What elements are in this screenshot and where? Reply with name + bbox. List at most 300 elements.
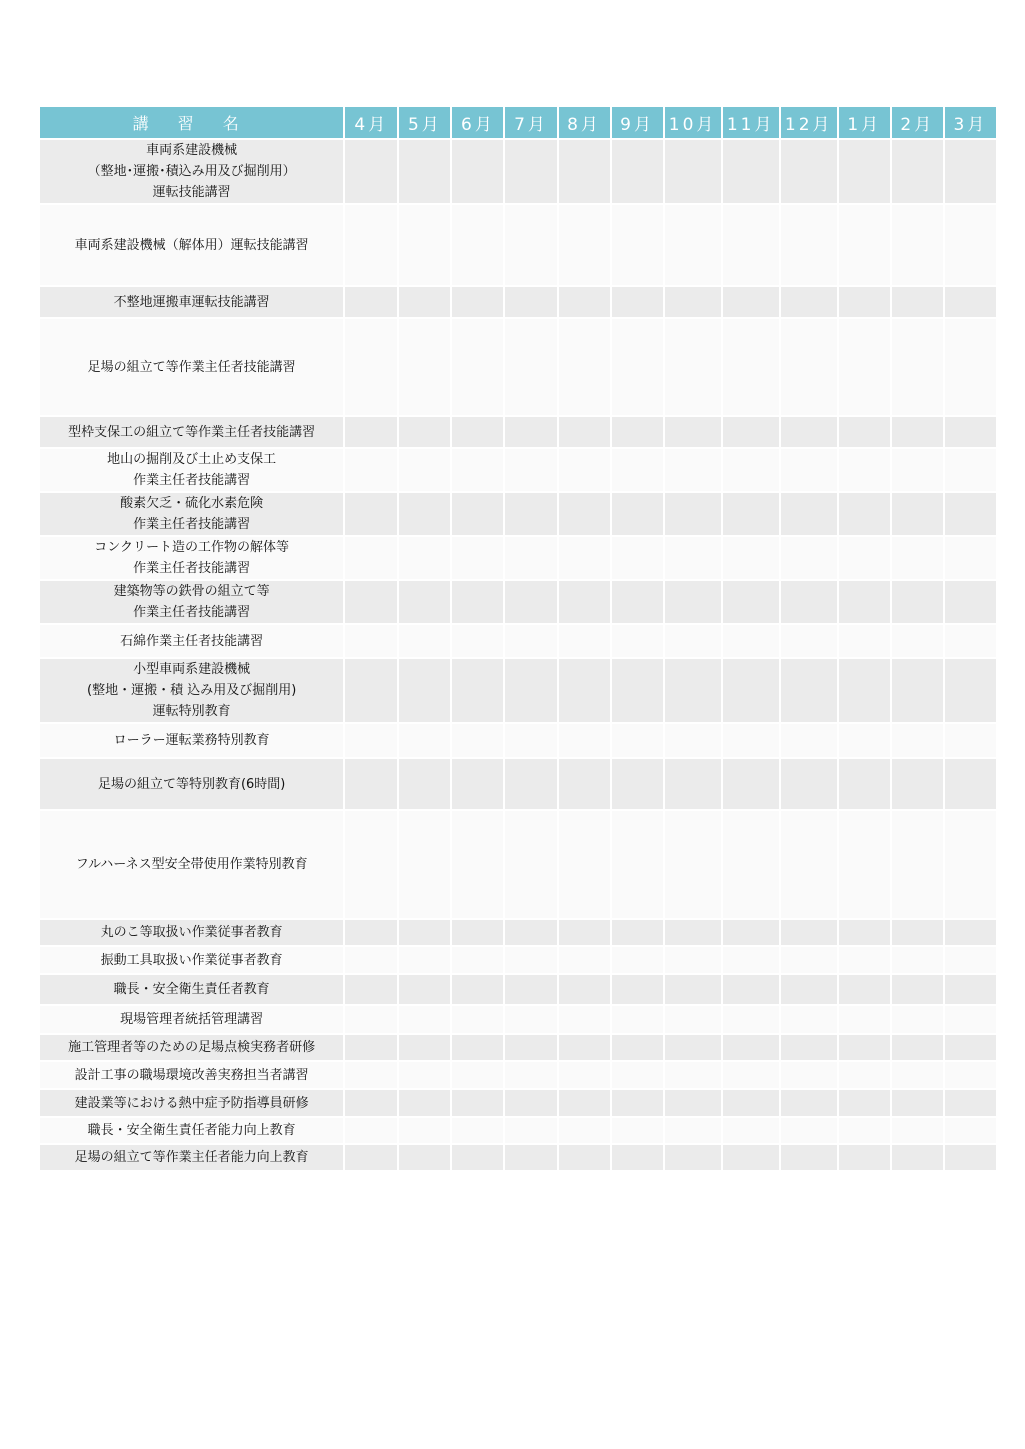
month-cell xyxy=(345,759,397,811)
month-cell xyxy=(723,1090,779,1118)
month-cell xyxy=(945,1062,996,1090)
course-rows xyxy=(40,140,996,1172)
course-name-cell: 建築物等の鉄骨の組立て等 作業主任者技能講習 xyxy=(40,581,343,625)
month-cell xyxy=(781,1062,837,1090)
month-cell xyxy=(781,625,837,659)
month-cell xyxy=(892,1062,943,1090)
course-name-cell: 足場の組立て等特別教育(6時間) xyxy=(40,759,343,811)
month-cell xyxy=(452,537,503,581)
month-cell xyxy=(781,1145,837,1172)
month-cell xyxy=(505,1035,556,1062)
course-name-cell: 地山の掘削及び土止め支保工 作業主任者技能講習 xyxy=(40,449,343,493)
month-cell xyxy=(839,205,890,287)
table-row xyxy=(40,975,996,1006)
month-cell xyxy=(839,287,890,319)
month-cell xyxy=(505,625,556,659)
course-name-header: 講 習 名 xyxy=(40,107,343,140)
table-row xyxy=(40,947,996,975)
month-cell xyxy=(665,449,721,493)
month-cell xyxy=(665,625,721,659)
course-name-cell: 車両系建設機械 （整地･運搬･積込み用及び掘削用） 運転技能講習 xyxy=(40,140,343,205)
month-cell xyxy=(612,449,663,493)
month-cell xyxy=(839,1118,890,1145)
month-cell xyxy=(839,1006,890,1035)
month-cell xyxy=(839,140,890,205)
month-cell xyxy=(452,1062,503,1090)
month-cell xyxy=(892,625,943,659)
month-cell xyxy=(781,1006,837,1035)
month-cell xyxy=(345,975,397,1006)
month-header-may: 5月 xyxy=(399,107,450,140)
month-cell xyxy=(345,449,397,493)
month-cell xyxy=(559,417,610,449)
month-cell xyxy=(345,1090,397,1118)
month-cell xyxy=(452,724,503,759)
month-cell xyxy=(612,659,663,724)
month-cell xyxy=(399,287,450,319)
month-cell xyxy=(723,625,779,659)
table-row xyxy=(40,449,996,493)
month-cell xyxy=(399,659,450,724)
month-cell xyxy=(892,975,943,1006)
month-cell xyxy=(612,1145,663,1172)
month-cell xyxy=(452,975,503,1006)
month-cell xyxy=(665,759,721,811)
month-cell xyxy=(452,417,503,449)
table-row xyxy=(40,1035,996,1062)
month-cell xyxy=(505,417,556,449)
month-cell xyxy=(723,920,779,947)
month-cell xyxy=(452,1145,503,1172)
month-cell xyxy=(892,1006,943,1035)
month-cell xyxy=(345,625,397,659)
month-cell xyxy=(723,581,779,625)
month-cell xyxy=(839,417,890,449)
month-cell xyxy=(781,1118,837,1145)
month-cell xyxy=(781,724,837,759)
month-cell xyxy=(505,659,556,724)
month-cell xyxy=(665,1006,721,1035)
table-row xyxy=(40,1062,996,1090)
month-cell xyxy=(723,205,779,287)
month-cell xyxy=(399,140,450,205)
month-cell xyxy=(781,759,837,811)
month-cell xyxy=(345,581,397,625)
month-cell xyxy=(345,1035,397,1062)
month-cell xyxy=(505,140,556,205)
month-cell xyxy=(505,1062,556,1090)
month-cell xyxy=(892,1118,943,1145)
month-cell xyxy=(723,1006,779,1035)
month-cell xyxy=(345,659,397,724)
month-cell xyxy=(892,449,943,493)
table-row xyxy=(40,1118,996,1145)
month-cell xyxy=(723,724,779,759)
course-name-cell: 建設業等における熱中症予防指導員研修 xyxy=(40,1090,343,1118)
month-cell xyxy=(452,920,503,947)
month-cell xyxy=(452,1035,503,1062)
table-row xyxy=(40,493,996,537)
month-cell xyxy=(559,920,610,947)
month-cell xyxy=(839,449,890,493)
month-cell xyxy=(839,319,890,417)
course-name-cell: フルハーネス型安全帯使用作業特別教育 xyxy=(40,811,343,920)
month-cell xyxy=(945,659,996,724)
month-header-nov: 11月 xyxy=(723,107,779,140)
month-cell xyxy=(505,920,556,947)
month-cell xyxy=(723,493,779,537)
month-cell xyxy=(781,1035,837,1062)
month-cell xyxy=(345,287,397,319)
month-cell xyxy=(559,319,610,417)
month-cell xyxy=(665,493,721,537)
month-cell xyxy=(559,724,610,759)
month-cell xyxy=(892,493,943,537)
month-cell xyxy=(452,759,503,811)
month-header-apr: 4月 xyxy=(345,107,397,140)
month-cell xyxy=(399,625,450,659)
month-cell xyxy=(723,659,779,724)
course-name-cell: 職長・安全衛生責任者能力向上教育 xyxy=(40,1118,343,1145)
header-row xyxy=(40,107,996,140)
month-cell xyxy=(559,449,610,493)
month-cell xyxy=(399,724,450,759)
month-cell xyxy=(892,205,943,287)
month-cell xyxy=(945,1090,996,1118)
month-cell xyxy=(452,811,503,920)
training-schedule-table xyxy=(38,107,998,1172)
month-cell xyxy=(345,140,397,205)
month-cell xyxy=(781,319,837,417)
month-cell xyxy=(665,205,721,287)
table-row xyxy=(40,319,996,417)
month-cell xyxy=(399,319,450,417)
month-cell xyxy=(945,417,996,449)
month-cell xyxy=(665,1145,721,1172)
month-cell xyxy=(781,811,837,920)
month-cell xyxy=(559,1118,610,1145)
month-cell xyxy=(781,920,837,947)
month-cell xyxy=(452,319,503,417)
month-cell xyxy=(345,319,397,417)
month-cell xyxy=(399,920,450,947)
month-cell xyxy=(612,1090,663,1118)
month-header-aug: 8月 xyxy=(559,107,610,140)
table-row xyxy=(40,920,996,947)
course-name-cell: 車両系建設機械（解体用）運転技能講習 xyxy=(40,205,343,287)
month-cell xyxy=(505,1145,556,1172)
month-cell xyxy=(723,975,779,1006)
month-cell xyxy=(892,920,943,947)
month-cell xyxy=(505,811,556,920)
month-cell xyxy=(665,319,721,417)
month-cell xyxy=(892,1035,943,1062)
month-cell xyxy=(665,659,721,724)
course-name-cell: 足場の組立て等作業主任者技能講習 xyxy=(40,319,343,417)
month-cell xyxy=(612,537,663,581)
month-cell xyxy=(345,1062,397,1090)
month-cell xyxy=(723,1145,779,1172)
month-cell xyxy=(781,581,837,625)
month-cell xyxy=(723,449,779,493)
table-row xyxy=(40,417,996,449)
course-name-cell: 丸のこ等取扱い作業従事者教育 xyxy=(40,920,343,947)
month-cell xyxy=(612,1006,663,1035)
month-cell xyxy=(839,759,890,811)
month-cell xyxy=(945,724,996,759)
month-cell xyxy=(945,947,996,975)
month-cell xyxy=(612,920,663,947)
table-row xyxy=(40,759,996,811)
month-cell xyxy=(612,1035,663,1062)
course-name-cell: ローラー運転業務特別教育 xyxy=(40,724,343,759)
course-name-cell: 足場の組立て等作業主任者能力向上教育 xyxy=(40,1145,343,1172)
month-cell xyxy=(945,1035,996,1062)
month-cell xyxy=(559,493,610,537)
month-cell xyxy=(945,205,996,287)
month-cell xyxy=(559,759,610,811)
month-cell xyxy=(559,287,610,319)
month-header-oct: 10月 xyxy=(665,107,721,140)
month-cell xyxy=(945,493,996,537)
month-cell xyxy=(723,811,779,920)
month-cell xyxy=(665,140,721,205)
month-cell xyxy=(505,1090,556,1118)
month-cell xyxy=(505,759,556,811)
course-name-cell: 設計工事の職場環境改善実務担当者講習 xyxy=(40,1062,343,1090)
month-cell xyxy=(452,581,503,625)
month-header-feb: 2月 xyxy=(892,107,943,140)
month-cell xyxy=(345,493,397,537)
month-cell xyxy=(945,449,996,493)
month-cell xyxy=(945,811,996,920)
course-name-cell: 型枠支保工の組立て等作業主任者技能講習 xyxy=(40,417,343,449)
month-cell xyxy=(559,205,610,287)
month-cell xyxy=(612,975,663,1006)
month-cell xyxy=(665,287,721,319)
month-cell xyxy=(505,493,556,537)
month-cell xyxy=(505,947,556,975)
month-cell xyxy=(399,1035,450,1062)
month-cell xyxy=(723,947,779,975)
month-cell xyxy=(945,319,996,417)
month-cell xyxy=(781,659,837,724)
month-cell xyxy=(781,537,837,581)
month-cell xyxy=(399,581,450,625)
month-cell xyxy=(781,947,837,975)
month-cell xyxy=(399,1145,450,1172)
month-cell xyxy=(945,1145,996,1172)
month-cell xyxy=(612,287,663,319)
month-cell xyxy=(399,811,450,920)
course-name-cell: 石綿作業主任者技能講習 xyxy=(40,625,343,659)
course-name-cell: 不整地運搬車運転技能講習 xyxy=(40,287,343,319)
table-row xyxy=(40,1145,996,1172)
month-cell xyxy=(839,493,890,537)
month-cell xyxy=(945,537,996,581)
month-cell xyxy=(399,1090,450,1118)
month-cell xyxy=(892,947,943,975)
month-cell xyxy=(945,287,996,319)
month-cell xyxy=(399,975,450,1006)
month-cell xyxy=(559,947,610,975)
month-cell xyxy=(452,205,503,287)
month-cell xyxy=(839,947,890,975)
month-cell xyxy=(345,1006,397,1035)
month-cell xyxy=(612,759,663,811)
month-cell xyxy=(612,947,663,975)
month-cell xyxy=(892,659,943,724)
month-cell xyxy=(945,1118,996,1145)
month-cell xyxy=(781,1090,837,1118)
month-cell xyxy=(945,1006,996,1035)
table-row xyxy=(40,811,996,920)
month-cell xyxy=(505,537,556,581)
month-cell xyxy=(399,1006,450,1035)
month-cell xyxy=(839,811,890,920)
table-row xyxy=(40,1006,996,1035)
month-cell xyxy=(399,1062,450,1090)
month-cell xyxy=(665,975,721,1006)
month-cell xyxy=(559,1006,610,1035)
month-cell xyxy=(399,493,450,537)
month-cell xyxy=(839,625,890,659)
month-cell xyxy=(399,205,450,287)
month-cell xyxy=(892,537,943,581)
month-cell xyxy=(945,140,996,205)
month-cell xyxy=(452,493,503,537)
month-cell xyxy=(665,724,721,759)
month-cell xyxy=(892,1090,943,1118)
month-cell xyxy=(665,811,721,920)
month-cell xyxy=(781,417,837,449)
month-cell xyxy=(505,287,556,319)
month-cell xyxy=(559,659,610,724)
month-cell xyxy=(452,947,503,975)
course-name-cell: 振動工具取扱い作業従事者教育 xyxy=(40,947,343,975)
month-cell xyxy=(839,537,890,581)
month-cell xyxy=(723,417,779,449)
month-cell xyxy=(723,1035,779,1062)
month-cell xyxy=(612,140,663,205)
month-cell xyxy=(345,811,397,920)
table-row xyxy=(40,287,996,319)
month-cell xyxy=(452,625,503,659)
month-cell xyxy=(559,811,610,920)
month-cell xyxy=(612,1118,663,1145)
month-cell xyxy=(612,205,663,287)
month-cell xyxy=(723,1062,779,1090)
month-cell xyxy=(781,449,837,493)
month-cell xyxy=(892,581,943,625)
month-cell xyxy=(839,581,890,625)
month-cell xyxy=(665,947,721,975)
month-cell xyxy=(839,920,890,947)
table-row xyxy=(40,205,996,287)
month-cell xyxy=(452,659,503,724)
month-cell xyxy=(892,319,943,417)
month-cell xyxy=(781,975,837,1006)
month-cell xyxy=(945,920,996,947)
month-cell xyxy=(781,205,837,287)
month-cell xyxy=(945,759,996,811)
month-cell xyxy=(452,449,503,493)
month-cell xyxy=(723,537,779,581)
month-cell xyxy=(839,659,890,724)
month-cell xyxy=(505,581,556,625)
month-cell xyxy=(559,1035,610,1062)
table-row xyxy=(40,659,996,724)
month-cell xyxy=(723,1118,779,1145)
month-cell xyxy=(781,493,837,537)
month-cell xyxy=(665,1090,721,1118)
month-cell xyxy=(452,1090,503,1118)
month-cell xyxy=(945,975,996,1006)
month-cell xyxy=(892,140,943,205)
course-name-cell: 施工管理者等のための足場点検実務者研修 xyxy=(40,1035,343,1062)
month-cell xyxy=(452,1118,503,1145)
month-cell xyxy=(612,581,663,625)
month-cell xyxy=(399,449,450,493)
month-cell xyxy=(839,975,890,1006)
month-cell xyxy=(399,1118,450,1145)
month-cell xyxy=(839,1090,890,1118)
month-cell xyxy=(839,1145,890,1172)
month-cell xyxy=(399,759,450,811)
month-cell xyxy=(345,205,397,287)
month-cell xyxy=(399,947,450,975)
month-cell xyxy=(505,319,556,417)
month-cell xyxy=(665,1035,721,1062)
month-cell xyxy=(612,811,663,920)
month-cell xyxy=(781,287,837,319)
month-cell xyxy=(665,417,721,449)
month-cell xyxy=(723,319,779,417)
table-row xyxy=(40,724,996,759)
month-header-jun: 6月 xyxy=(452,107,503,140)
course-name-cell: 職長・安全衛生責任者教育 xyxy=(40,975,343,1006)
month-cell xyxy=(505,1006,556,1035)
month-cell xyxy=(612,319,663,417)
course-name-cell: 酸素欠乏・硫化水素危険 作業主任者技能講習 xyxy=(40,493,343,537)
month-cell xyxy=(892,287,943,319)
month-cell xyxy=(723,140,779,205)
course-name-cell: コンクリート造の工作物の解体等 作業主任者技能講習 xyxy=(40,537,343,581)
month-cell xyxy=(839,724,890,759)
month-cell xyxy=(839,1035,890,1062)
month-cell xyxy=(345,1118,397,1145)
month-cell xyxy=(559,1145,610,1172)
month-cell xyxy=(345,920,397,947)
month-cell xyxy=(559,1062,610,1090)
month-cell xyxy=(505,449,556,493)
month-cell xyxy=(723,759,779,811)
table-row xyxy=(40,1090,996,1118)
month-header-sep: 9月 xyxy=(612,107,663,140)
month-cell xyxy=(945,625,996,659)
month-cell xyxy=(559,581,610,625)
month-cell xyxy=(399,537,450,581)
month-cell xyxy=(892,811,943,920)
month-cell xyxy=(345,537,397,581)
month-cell xyxy=(505,205,556,287)
month-cell xyxy=(665,1062,721,1090)
table-row xyxy=(40,537,996,581)
course-name-cell: 小型車両系建設機械 (整地・運搬・積 込み用及び掘削用) 運転特別教育 xyxy=(40,659,343,724)
month-cell xyxy=(505,975,556,1006)
month-header-dec: 12月 xyxy=(781,107,837,140)
month-cell xyxy=(612,493,663,537)
